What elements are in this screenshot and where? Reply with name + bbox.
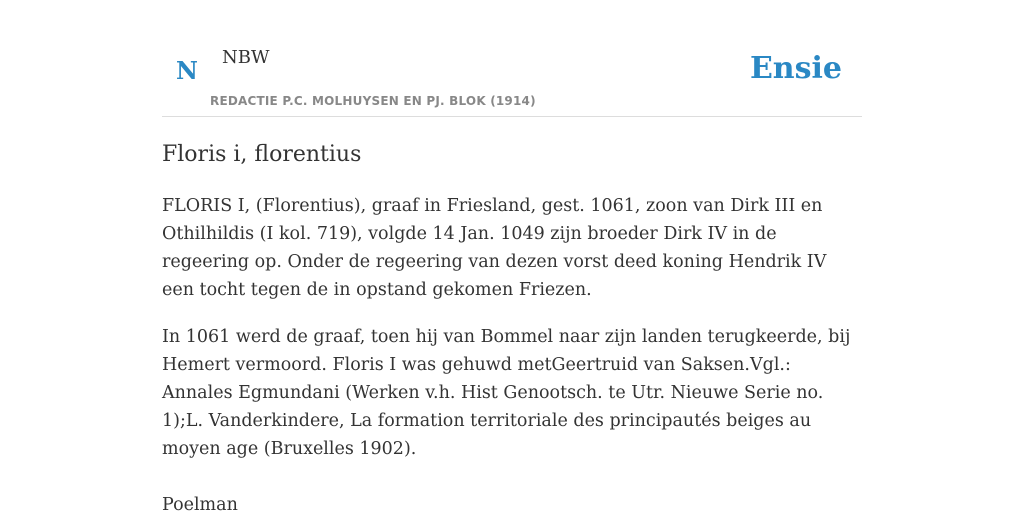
brand-logo[interactable]: Ensie [749,51,842,86]
source-logo[interactable]: N [176,56,198,85]
article-paragraph-1: FLORIS I, (Florentius), graaf in Friesland, gest. 1061, zoon van Dirk III en Othilhildis (I kol. 719), volgde 14 Jan. 1049 zijn broeder Dirk IV in de regeering op. Onder de regeering van dezen vorst deed koning Hendrik IV een tocht tegen de in opstand gekomen Friezen. [162,196,827,300]
article-author: Poelman [162,495,238,512]
page-title: Floris i, florentius [162,142,362,167]
source-editors: REDACTIE P.C. MOLHUYSEN EN PJ. BLOK (1914) [210,94,536,108]
source-name-link[interactable]: NBW [222,47,270,68]
header [162,0,862,117]
article-paragraph-2: In 1061 werd de graaf, toen hij van Bommel naar zijn landen terugkeerde, bij Hemert vermoord. Floris I was gehuwd metGeertruid van Saksen.Vgl.: Annales Egmundani (Werken v.h. Hist Genootsch. te Utr. Nieuwe Serie no. 1);L. Vanderkindere, La formation territoriale des principautés beiges au moyen age (Bruxelles 1902). [162,327,851,459]
